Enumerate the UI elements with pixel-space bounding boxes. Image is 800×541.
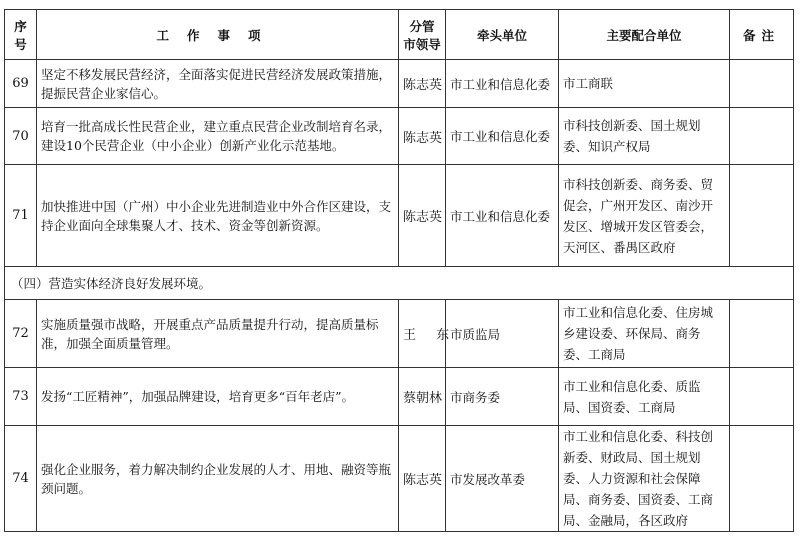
row-lead-dept: 市发展改革委 xyxy=(446,426,559,532)
header-lead-dept: 牵头单位 xyxy=(446,10,559,60)
row-co-dept: 市工业和信息化委、质监局、国资委、工商局 xyxy=(559,368,730,426)
row-remark xyxy=(730,108,794,165)
section-heading: （四）营造实体经济良好发展环境。 xyxy=(5,267,794,300)
row-task: 培育一批高成长性民营企业，建立重点民营企业改制培育名录，建设10个民营企业（中小企业）创新产业化示范基地。 xyxy=(37,108,399,165)
row-co-dept: 市工业和信息化委、住房城乡建设委、环保局、商务委、工商局 xyxy=(559,300,730,368)
row-no: 73 xyxy=(5,368,37,426)
row-leader: 蔡朝林 xyxy=(399,368,446,426)
row-remark xyxy=(730,368,794,426)
row-no: 71 xyxy=(5,165,37,267)
header-co-dept: 主要配合单位 xyxy=(559,10,730,60)
header-remarks: 备注 xyxy=(730,10,794,60)
row-co-dept: 市科技创新委、商务委、贸促会，广州开发区、南沙开发区、增城开发区管委会，天河区、番禺区政府 xyxy=(559,165,730,267)
header-leader xyxy=(399,10,446,60)
work-items-table xyxy=(4,9,794,532)
table-row xyxy=(5,300,794,368)
section-row xyxy=(5,267,794,300)
row-co-dept: 市科技创新委、国土规划委、知识产权局 xyxy=(559,108,730,165)
row-task: 实施质量强市战略，开展重点产品质量提升行动，提高质量标准，加强全面质量管理。 xyxy=(37,300,399,368)
table-row xyxy=(5,108,794,165)
row-co-dept: 市工业和信息化委、科技创新委、财政局、国土规划委、人力资源和社会保障局、商务委、国资委、工商局、金融局，各区政府 xyxy=(559,426,730,532)
row-lead-dept: 市工业和信息化委 xyxy=(446,60,559,108)
row-leader: 王 东 xyxy=(399,300,446,368)
row-remark xyxy=(730,426,794,532)
row-remark xyxy=(730,60,794,108)
row-no: 74 xyxy=(5,426,37,532)
row-remark xyxy=(730,165,794,267)
row-leader: 陈志英 xyxy=(399,60,446,108)
table-row xyxy=(5,368,794,426)
row-remark xyxy=(730,300,794,368)
row-lead-dept: 市工业和信息化委 xyxy=(446,165,559,267)
table-header-row xyxy=(5,10,794,60)
row-no: 72 xyxy=(5,300,37,368)
table-row xyxy=(5,165,794,267)
header-no: 序号 xyxy=(5,10,37,60)
row-task: 坚定不移发展民营经济，全面落实促进民营经济发展政策措施，提振民营企业家信心。 xyxy=(37,60,399,108)
row-lead-dept: 市工业和信息化委 xyxy=(446,108,559,165)
row-task: 强化企业服务，着力解决制约企业发展的人才、用地、融资等瓶颈问题。 xyxy=(37,426,399,532)
row-leader: 陈志英 xyxy=(399,165,446,267)
row-lead-dept: 市质监局 xyxy=(446,300,559,368)
row-co-dept: 市工商联 xyxy=(559,60,730,108)
row-no: 70 xyxy=(5,108,37,165)
row-lead-dept: 市商务委 xyxy=(446,368,559,426)
header-leader-line1: 分管 xyxy=(409,18,435,34)
table-row xyxy=(5,60,794,108)
table-row xyxy=(5,426,794,532)
row-task: 加快推进中国（广州）中小企业先进制造业中外合作区建设，支持企业面向全球集聚人才、技术、资金等创新资源。 xyxy=(37,165,399,267)
row-no: 69 xyxy=(5,60,37,108)
row-leader: 陈志英 xyxy=(399,108,446,165)
row-leader: 陈志英 xyxy=(399,426,446,532)
header-leader-line2: 市领导 xyxy=(403,36,441,52)
row-task: 发扬“工匠精神”，加强品牌建设，培育更多“百年老店”。 xyxy=(37,368,399,426)
header-task: 工作事项 xyxy=(37,10,399,60)
